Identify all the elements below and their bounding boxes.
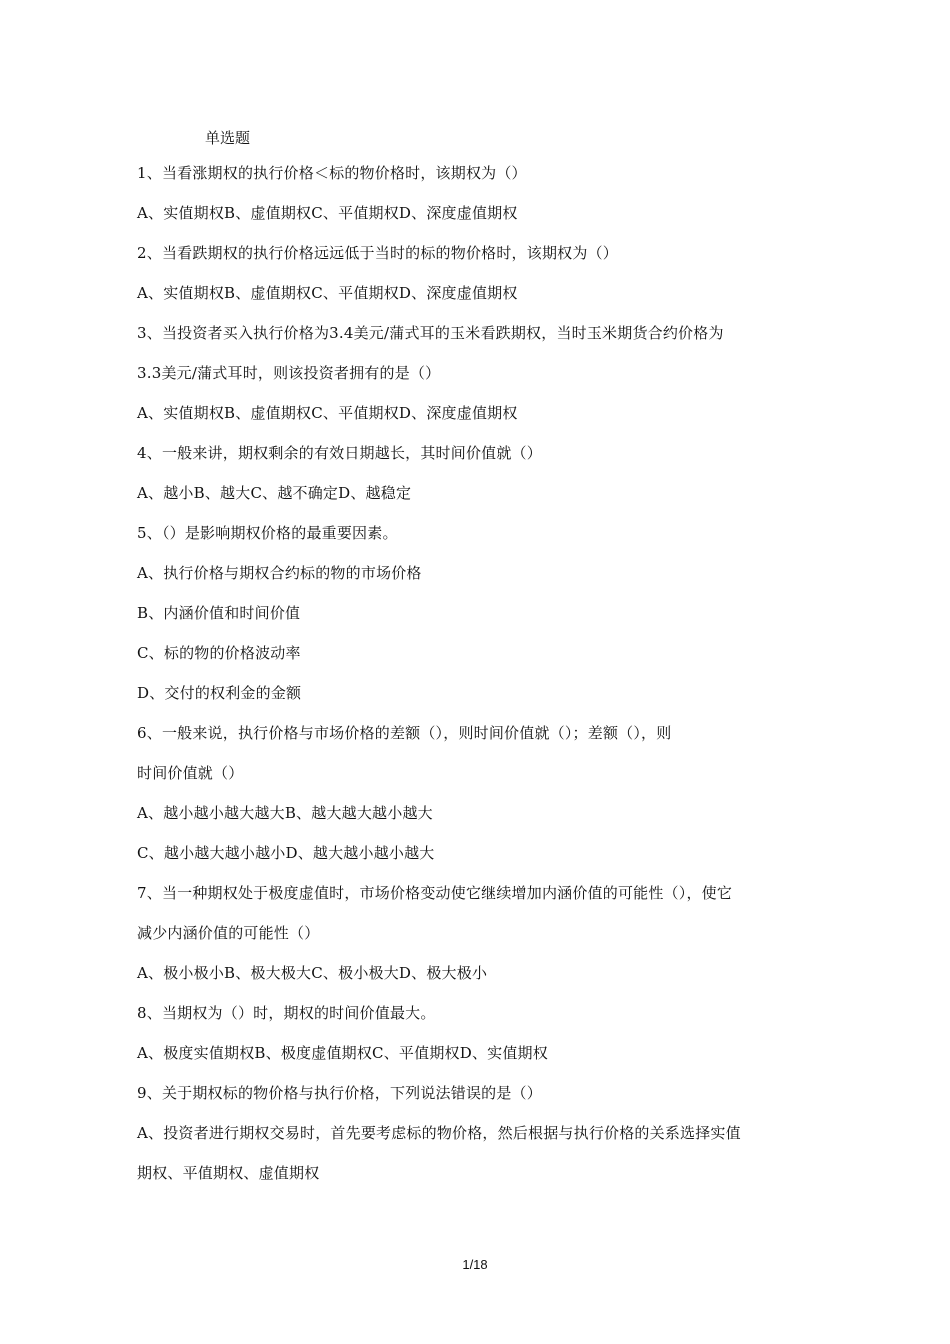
text-line: 期权、平值期权、虚值期权 [137, 1164, 320, 1182]
text-line: 7、当一种期权处于极度虚值时，市场价格变动使它继续增加内涵价值的可能性（），使它 [137, 884, 733, 902]
text-line: C、越小越大越小越小D、越大越小越小越大 [137, 844, 435, 862]
text-line: 6、一般来说，执行价格与市场价格的差额（），则时间价值就（）；差额（），则 [137, 724, 672, 742]
text-line: 8、当期权为（）时，期权的时间价值最大。 [137, 1004, 436, 1022]
text-line: A、极度实值期权B、极度虚值期权C、平值期权D、实值期权 [137, 1044, 548, 1062]
text-line: 5、（）是影响期权价格的最重要因素。 [137, 524, 398, 542]
section-heading: 单选题 [205, 129, 251, 147]
text-line: A、越小越小越大越大B、越大越大越小越大 [137, 804, 433, 822]
text-line: 1、当看涨期权的执行价格＜标的物价格时，该期权为（） [137, 164, 527, 182]
text-line: 时间价值就（） [137, 764, 244, 782]
text-line: B、内涵价值和时间价值 [137, 604, 301, 622]
question-list [137, 163, 837, 1203]
text-line: 9、关于期权标的物价格与执行价格，下列说法错误的是（） [137, 1084, 542, 1102]
text-line: 减少内涵价值的可能性（） [137, 924, 320, 942]
text-line: A、实值期权B、虚值期权C、平值期权D、深度虚值期权 [137, 204, 518, 222]
text-line: A、投资者进行期权交易时，首先要考虑标的物价格，然后根据与执行价格的关系选择实值 [137, 1124, 741, 1142]
text-line: A、极小极小B、极大极大C、极小极大D、极大极小 [137, 964, 488, 982]
text-line: C、标的物的价格波动率 [137, 644, 301, 662]
page-number: 1/18 [462, 1257, 488, 1272]
text-line: 4、一般来讲，期权剩余的有效日期越长，其时间价值就（） [137, 444, 542, 462]
text-line: A、实值期权B、虚值期权C、平值期权D、深度虚值期权 [137, 404, 518, 422]
text-line: 3.3美元/蒲式耳时，则该投资者拥有的是（） [137, 364, 441, 382]
text-line: A、执行价格与期权合约标的物的市场价格 [137, 564, 422, 582]
text-line: 3、当投资者买入执行价格为3.4美元/蒲式耳的玉米看跌期权，当时玉米期货合约价格为 [137, 324, 724, 342]
text-line: A、越小B、越大C、越不确定D、越稳定 [137, 484, 412, 502]
text-line: D、交付的权利金的金额 [137, 684, 302, 702]
text-line: 2、当看跌期权的执行价格远远低于当时的标的物价格时，该期权为（） [137, 244, 618, 262]
text-line: A、实值期权B、虚值期权C、平值期权D、深度虚值期权 [137, 284, 518, 302]
